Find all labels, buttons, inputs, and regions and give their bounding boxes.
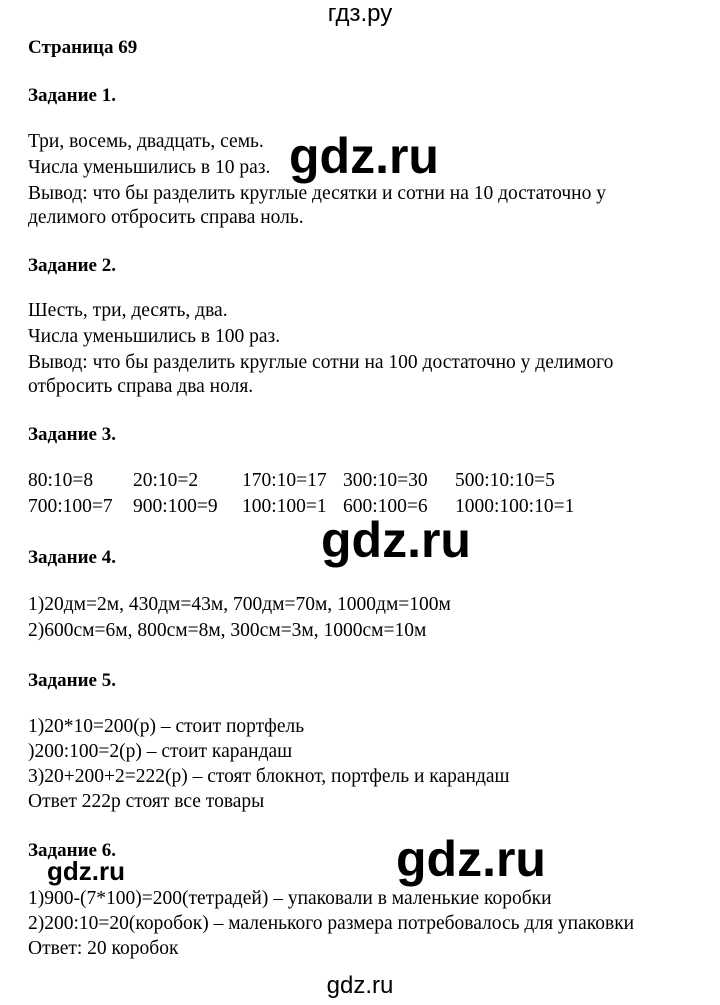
task-5-line-3: 3)20+200+2=222(р) – стоят блокнот, портфель и карандаш xyxy=(28,766,510,787)
task-3-row-2-cell-1: 700:100=7 xyxy=(28,496,113,517)
task-1-line-2: Числа уменьшились в 10 раз. xyxy=(28,157,271,178)
task-6-line-3: Ответ: 20 коробок xyxy=(28,938,179,959)
task-3-row-2-cell-4: 600:100=6 xyxy=(343,496,428,517)
task-5-title: Задание 5. xyxy=(28,670,116,691)
site-header: гдз.ру xyxy=(327,0,393,27)
task-6-line-2: 2)200:10=20(коробок) – маленького размера потребовалось для упаковки xyxy=(28,913,635,934)
task-3-row-2-cell-2: 900:100=9 xyxy=(133,496,218,517)
task-3-row-1-cell-4: 300:10=30 xyxy=(343,470,428,491)
task-4-line-1: 1)20дм=2м, 430дм=43м, 700дм=70м, 1000дм=100м xyxy=(28,594,451,615)
task-5-line-1: 1)20*10=200(р) – стоит портфель xyxy=(28,716,305,737)
task-1-line-3: Вывод: что бы разделить круглые десятки и сотни на 10 достаточно у xyxy=(28,183,606,204)
task-3-row-1-cell-2: 20:10=2 xyxy=(133,470,199,491)
task-3-row-1-cell-5: 500:10:10=5 xyxy=(455,470,555,491)
task-4-title: Задание 4. xyxy=(28,547,116,568)
task-1-line-1: Три, восемь, двадцать, семь. xyxy=(28,131,264,152)
watermark-logo: gdz.ru xyxy=(289,128,439,184)
task-3-row-1-cell-1: 80:10=8 xyxy=(28,470,94,491)
task-3-row-2-cell-3: 100:100=1 xyxy=(242,496,327,517)
task-4-line-2: 2)600см=6м, 800см=8м, 300см=3м, 1000см=10м xyxy=(28,620,427,641)
task-3-row-1-cell-3: 170:10=17 xyxy=(242,470,327,491)
task-2-line-2: Числа уменьшились в 100 раз. xyxy=(28,326,281,347)
task-5-line-2: )200:100=2(р) – стоит карандаш xyxy=(28,741,293,762)
page-title: Страница 69 xyxy=(28,37,138,58)
task-2-line-4: отбросить справа два ноля. xyxy=(28,376,254,397)
task-2-title: Задание 2. xyxy=(28,255,116,276)
task-2-line-3: Вывод: что бы разделить круглые сотни на 100 достаточно у делимого xyxy=(28,352,614,373)
site-footer: gdz.ru xyxy=(326,972,394,999)
watermark-logo: gdz.ru xyxy=(321,512,471,568)
task-5-line-4: Ответ 222р стоят все товары xyxy=(28,791,265,812)
task-6-title: Задание 6. xyxy=(28,840,116,861)
task-2-line-1: Шесть, три, десять, два. xyxy=(28,300,228,321)
task-6-line-1: 1)900-(7*100)=200(тетрадей) – упаковали в маленькие коробки xyxy=(28,888,552,909)
task-1-line-4: делимого отбросить справа ноль. xyxy=(28,207,304,228)
task-1-title: Задание 1. xyxy=(28,85,116,106)
watermark-logo: gdz.ru xyxy=(396,831,546,887)
task-3-title: Задание 3. xyxy=(28,424,116,445)
task-3-row-2-cell-5: 1000:100:10=1 xyxy=(455,496,575,517)
watermark-logo: gdz.ru xyxy=(47,856,125,886)
